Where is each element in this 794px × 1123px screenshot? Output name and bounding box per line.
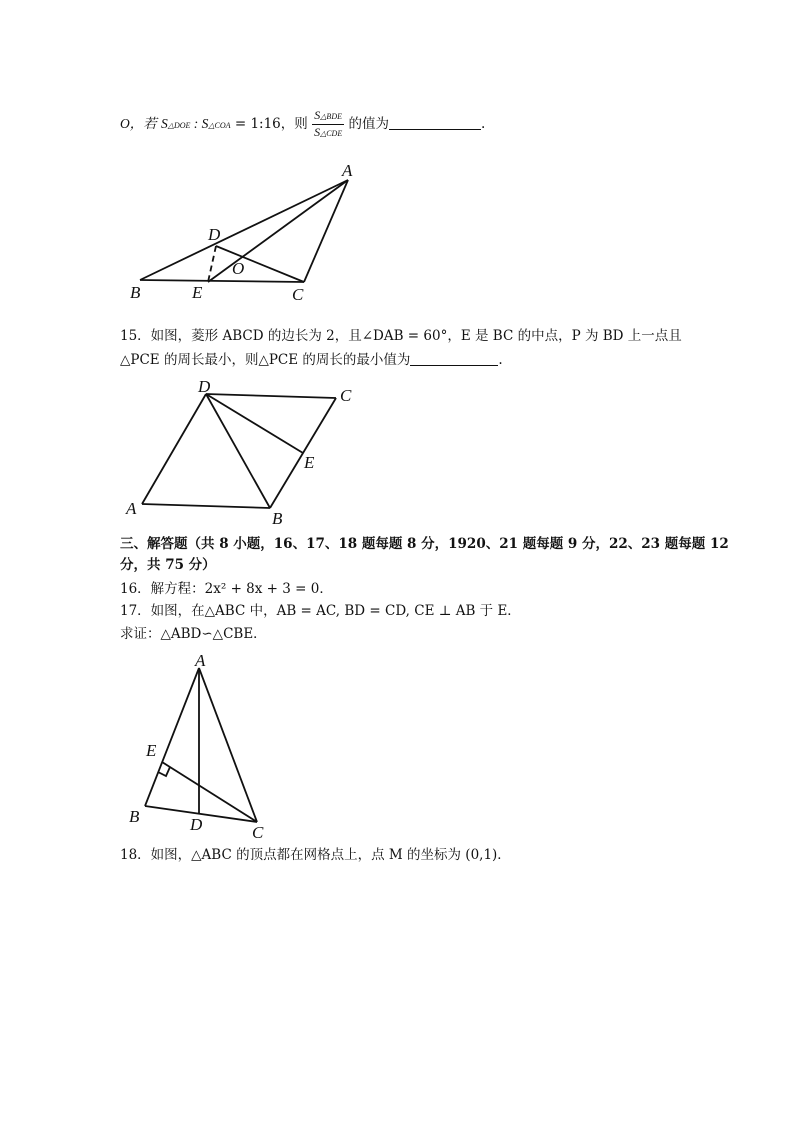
fig15-label-B: B <box>272 509 283 526</box>
figure-q15 <box>120 376 370 526</box>
q14-ratio: S△DOE : S△COA <box>161 116 231 131</box>
fig14-label-C: C <box>292 285 304 304</box>
q14-tail: 的值为 <box>348 116 390 132</box>
figure-q17 <box>120 650 280 845</box>
q14-frac-den: S△CDE <box>314 125 343 139</box>
q17-line2: 求证：△ABD∽△CBE． <box>120 626 267 642</box>
fig14-label-O: O <box>232 259 245 278</box>
q14-then: ，则 <box>280 116 308 132</box>
q15-line2: △PCE 的周长最小，则△PCE 的周长的最小值为 . <box>120 352 503 368</box>
section3-heading-line2: 分，共 75 分） <box>120 557 216 573</box>
fig14-label-A: A <box>342 161 353 180</box>
q14-ratio-value: = 1:16 <box>234 116 281 132</box>
section3-heading-line1: 三、解答题（共 8 小题，16、17、18 题每题 8 分，1920、21 题每题 9 分，22、23 题每题 12 <box>120 536 729 552</box>
fig15-label-D: D <box>198 377 211 396</box>
q14-fraction <box>312 108 344 141</box>
fig14-label-B: B <box>130 283 141 302</box>
figure-q14 <box>120 158 370 308</box>
q14-end: . <box>481 116 486 132</box>
q18-text: 18．如图，△ABC 的顶点都在网格点上，点 M 的坐标为 (0,1)． <box>120 847 511 863</box>
q14-answer-blank[interactable] <box>389 115 481 130</box>
q15-answer-blank[interactable] <box>410 351 498 366</box>
q17-line1: 17．如图，在△ABC 中，AB = AC, BD = CD, CE ⊥ AB 于 E． <box>120 603 521 619</box>
fig17-label-D: D <box>190 815 203 834</box>
fig15-label-A: A <box>126 499 137 518</box>
q16-text: 16．解方程：2x² + 8x + 3 = 0． <box>120 581 333 597</box>
fig17-label-B: B <box>129 807 140 826</box>
fig17-label-E: E <box>146 741 157 760</box>
fig15-label-E: E <box>304 453 315 472</box>
fig17-label-C: C <box>252 823 264 842</box>
q14-line <box>120 108 485 141</box>
q15-line1: 15．如图，菱形 ABCD 的边长为 2，且∠DAB = 60°，E 是 BC 的中点，P 为 BD 上一点且 <box>120 328 682 344</box>
q14-lead: O，若 <box>120 116 157 131</box>
fig17-label-A: A <box>195 651 206 670</box>
fig15-label-C: C <box>340 386 352 405</box>
q14-frac-num: S△BDE <box>312 108 344 125</box>
fig14-label-D: D <box>208 225 221 244</box>
fig14-label-E: E <box>192 283 203 302</box>
